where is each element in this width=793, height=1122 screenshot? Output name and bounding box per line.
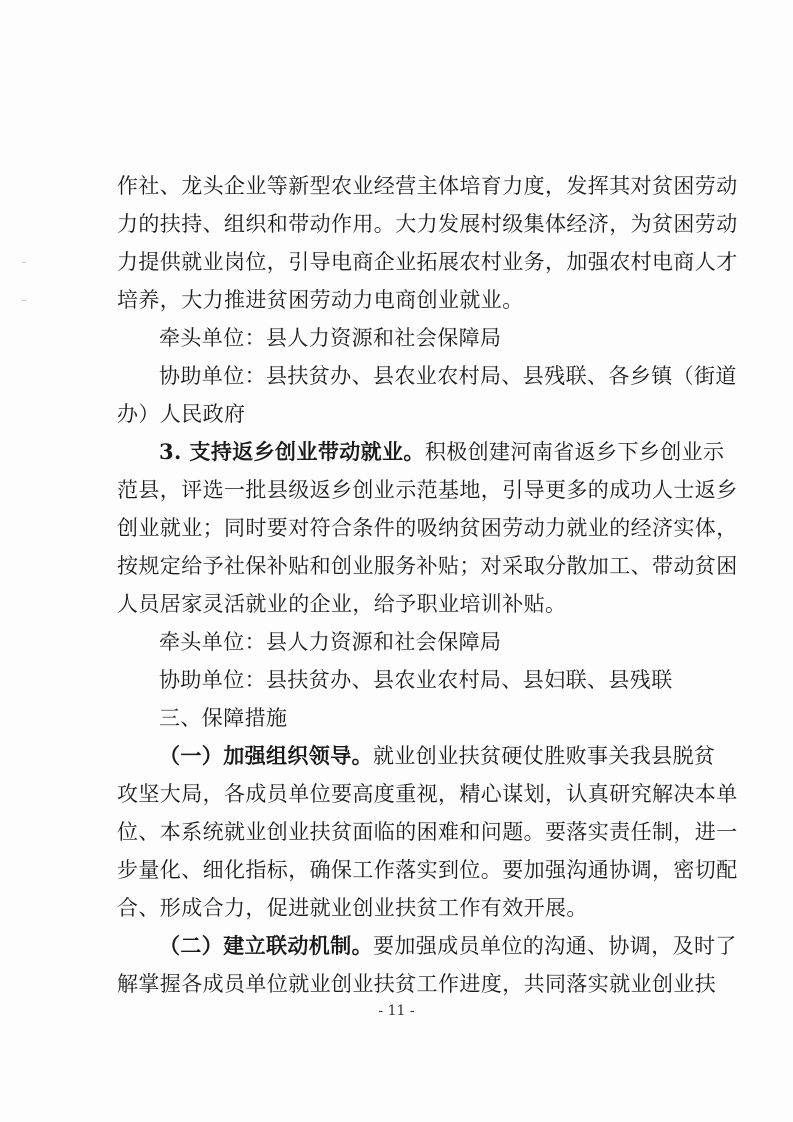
lead-unit-line: 牵头单位：县人力资源和社会保障局 [159,326,502,350]
paragraph-line: 按规定给予社保补贴和创业服务补贴；对采取分散加工、带动贫困 [117,554,738,578]
paragraph-line: 攻坚大局，各成员单位要高度重视，精心谋划，认真研究解决本单 [117,782,738,806]
paragraph-line: 解掌握各成员单位就业创业扶贫工作进度，共同落实就业创业扶 [117,972,717,996]
edge-mark [22,300,26,301]
subsection-heading-2 [159,932,737,960]
paragraph-line: 培养，大力推进贫困劳动力电商创业就业。 [117,288,524,312]
paragraph-text: 要加强成员单位的沟通、协调，及时了 [373,934,737,958]
heading-text: 3. 支持返乡创业带动就业。 [159,439,425,464]
paragraph-line: 人员居家灵活就业的企业，给予职业培训补贴。 [117,592,567,616]
heading-text: （一）加强组织领导。 [159,743,373,768]
heading-text: （二）建立联动机制。 [159,933,373,958]
paragraph-line: 合、形成合力，促进就业创业扶贫工作有效开展。 [117,896,588,920]
paragraph-line: 作社、龙头企业等新型农业经营主体培育力度，发挥其对贫困劳动 [117,174,738,198]
subsection-heading-1 [159,742,716,770]
edge-mark [22,262,26,263]
paragraph-line: 步量化、细化指标，确保工作落实到位。要加强沟通协调，密切配 [117,858,738,882]
assist-unit-line: 协助单位：县扶贫办、县农业农村局、县妇联、县残联 [159,668,673,692]
page-number: - 11 - [378,1003,415,1019]
paragraph-text: 积极创建河南省返乡下乡创业示 [424,440,725,464]
assist-unit-line: 协助单位：县扶贫办、县农业农村局、县残联、各乡镇（街道 [159,364,737,388]
paragraph-line: 范县，评选一批县级返乡创业示范基地，引导更多的成功人士返乡 [117,478,738,502]
section-heading-3 [159,438,725,466]
paragraph-text: 就业创业扶贫硬仗胜败事关我县脱贫 [373,744,716,768]
paragraph-line: 力提供就业岗位，引导电商企业拓展农村业务，加强农村电商人才 [117,250,738,274]
section-heading-level1: 三、保障措施 [159,706,288,730]
assist-unit-line: 办）人民政府 [117,402,246,426]
lead-unit-line: 牵头单位：县人力资源和社会保障局 [159,630,502,654]
paragraph-line: 力的扶持、组织和带动作用。大力发展村级集体经济，为贫困劳动 [117,212,738,236]
paragraph-line: 创业就业；同时要对符合条件的吸纳贫困劳动力就业的经济实体， [117,516,738,540]
paragraph-line: 位、本系统就业创业扶贫面临的困难和问题。要落实责任制，进一 [117,820,738,844]
